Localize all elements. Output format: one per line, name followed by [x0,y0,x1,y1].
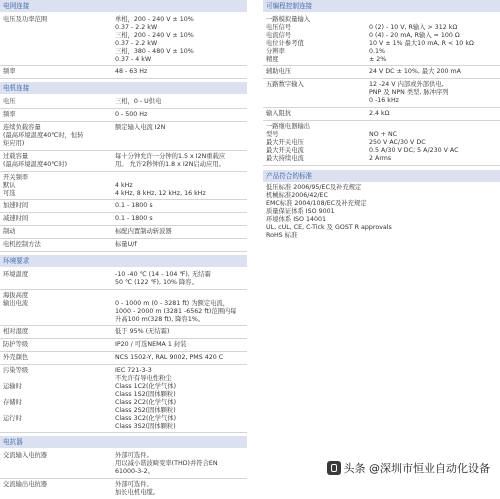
spec-value: 每十分钟允许一分钟的1.5 x I2N重载应 用。 允许2秒钟的1.8 x I2N启动应用。 [115,152,226,168]
left-column [0,0,247,499]
spec-label: 输入阻抗 [266,110,292,118]
spec-row [0,365,247,433]
spec-row [263,66,500,79]
spec-row [263,108,500,121]
spec-row [263,14,500,66]
spec-row [0,339,247,352]
spec-row [0,172,247,201]
spec-label: 五路数字输入 [266,81,304,89]
spec-label: 防护等级 [3,341,29,349]
spec-label: 一路继电器输出 型号 最大开关电压 最大开关电流 最大持续电流 [266,122,311,162]
spec-value: 三相，0 - U供电 [115,98,162,106]
spec-label: 外壳颜色 [3,354,29,362]
spec-row [0,213,247,226]
spec-row [0,66,247,79]
right-column [263,0,500,240]
spec-value: IEC 721-3-3 不允许有导电性粉尘 Class 1C2(化学气体) Class 1S2(固体颗粒) Class 2C2(化学气体) Class 2S2(固体颗粒) Class 3C2(化学气体) Class 3S2(固体颗粒) [115,367,177,430]
list-item: 低压标准 2006/95/EC及补充规定 [266,183,362,191]
section-header-motor: 电机连接 [0,82,247,94]
list-item: 质量保证体系 ISO 9001 [266,207,335,215]
spec-label: 环境温度 [3,271,29,279]
environment-rows [0,269,247,433]
spec-row [0,122,247,151]
spec-label: 一路模拟量输入 电压信号 电流信号 电位计参考值 分辨率 精度 [266,16,311,63]
spec-label: 加速时间 [3,202,29,210]
section-header-grid: 电网连接 [0,0,247,12]
spec-row [0,450,247,479]
toutiao-logo-icon [327,461,341,475]
spec-label: 电机控制方法 [3,241,41,249]
spec-row [0,290,247,327]
list-item: 环境体系 ISO 14001 [266,215,327,223]
list-item: RoHS 标准 [266,231,298,239]
section-header-compliance: 产品符合的标准 [263,170,500,182]
spec-label: 电压及功率范围 [3,16,48,23]
control-rows [263,14,500,166]
spec-label: 污染等级 运输时 存储时 运行时 [3,367,29,422]
spec-label: 连续负载容量 (最高环境温度40℃时，恒转 矩应用) [3,124,84,147]
spec-value: 0.1 - 1800 s [115,215,153,223]
spec-label: 制动 [3,228,16,236]
section-header-control: 可编程控制连接 [263,0,500,12]
spec-label: 频率 [3,111,16,119]
compliance-list [263,184,500,240]
watermark [327,460,491,476]
spec-row [0,352,247,365]
spec-row [0,479,247,499]
list-item: EMC标准 2004/108/EC及补充规定 [266,199,367,207]
spec-value: 0 (2) - 10 V, R输入 > 312 kΩ 0 (4) - 20 mA, R输入 = 100 Ω 10 V ± 1% 最大10 mA, R < 10 kΩ 0.1% ± 2% [369,23,474,63]
spec-label: 海拔高度 输出电流 [3,291,29,307]
spec-label: 频率 [3,68,16,76]
spec-value: NO + NC 250 V AC/30 V DC 0.5 A/30 V DC; 5 A/230 V AC 2 Arms [369,130,459,162]
spec-value: 0 - 1000 m (0 - 3281 ft) 为额定电流， 1000 - 2000 m (3281 -6562 ft)范围内每 升高100 m(328 ft), 降容1%。 [115,299,237,323]
spec-value: 外部可选件。 加长电机电缆。 [115,481,160,497]
spec-label: 开关频率 默认 可选 [3,173,29,197]
spec-label: 辅助电压 [266,68,292,76]
spec-label: 相对湿度 [3,328,29,336]
spec-row [0,151,247,172]
spec-value: 额定输入电流 I2N [115,124,166,132]
spec-value: 单相，200 - 240 V ± 10% 0.37 - 2.2 kW 三相，200 - 240 V ± 10% 0.37 - 2.2 kW 三相，380 - 480 V ± 10% 0.37 - 4 kW [115,16,194,63]
spec-value: 外部可选件。 用以减小谐波畸变率(THD)并符合EN 61000-3-2。 [115,452,218,476]
spec-row [0,14,247,66]
spec-row [263,121,500,166]
section-header-environment: 环境要求 [0,255,247,267]
spec-value: 48 - 63 Hz [115,68,148,76]
spec-row [0,326,247,339]
spec-value: 低于 95% (无结霜) [115,328,170,336]
spec-row [0,226,247,239]
spec-row [0,200,247,213]
spec-value: 0.1 - 1800 s [115,202,153,210]
spec-row [0,109,247,122]
spec-value: 标配内置制动斩波器 [115,228,172,236]
spec-value: 标量U/f [115,241,137,249]
watermark-text: 头条 @深圳市恒业自动化设备 [343,462,490,475]
motor-rows [0,96,247,252]
spec-value: 2.4 kΩ [369,110,390,118]
list-item: 机械标准2006/42/EC [266,191,328,199]
spec-row [263,79,500,108]
grid-rows [0,14,247,79]
spec-label: 交流输出电抗器 [3,481,48,489]
spec-row [0,96,247,109]
choke-rows [0,450,247,499]
spec-value: IP20 / 可选NEMA 1 封装 [115,341,187,349]
spec-label: 减速时间 [3,215,29,223]
spec-value: 0 - 500 Hz [115,111,148,119]
section-header-chokes: 电抗器 [0,436,247,448]
spec-row [0,269,247,290]
spec-value: -10 -40 ℃ (14 - 104 ℉), 无结霜 50 ℃ (122 ℉), 10% 降容。 [115,271,211,286]
spec-label: 交流输入电抗器 [3,452,48,460]
spec-row [0,239,247,252]
spec-value: 24 V DC ± 10%, 最大 200 mA [369,68,461,76]
spec-value: 12 -24 V 内部或外部供电, PNP 及 NPN 类型, 脉冲序列 0 -16 kHz [369,81,449,105]
list-item: UL, cUL, CE, C-Tick 及 GOST R approvals [266,223,392,231]
spec-label: 过载容量 (最高环境温度40℃时) [3,152,68,168]
spec-value: NCS 1502-Y, RAL 9002, PMS 420 C [115,354,224,362]
spec-label: 电压 [3,98,16,106]
spec-value: 4 kHz 4 kHz, 8 kHz, 12 kHz, 16 kHz [115,181,206,197]
